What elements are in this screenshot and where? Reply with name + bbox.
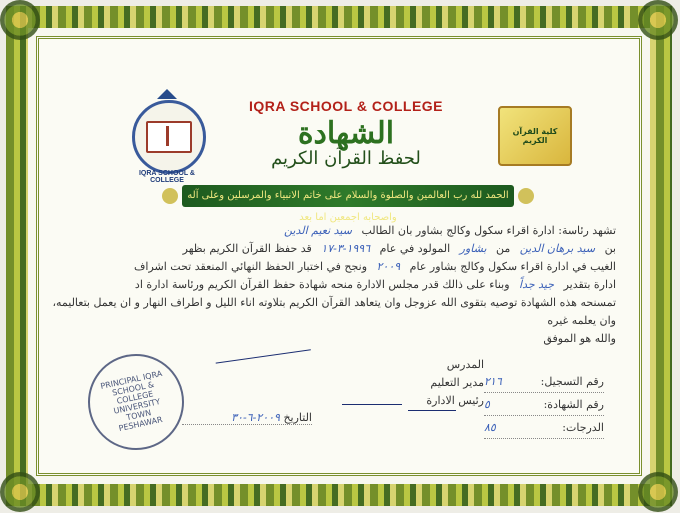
corner-ornament xyxy=(0,0,40,40)
corner-ornament xyxy=(638,472,678,512)
head-label: رئيس الادارة xyxy=(426,394,484,407)
body-text: ونجح في اختبار الحفظ النهائي المنعقد تحت اشراف xyxy=(133,260,368,273)
date-value: ٢٠٠٩-٦-٣٠ xyxy=(231,411,280,424)
body-text: تشهد رئاسة: ادارة اقراء سكول وكالج بشاور بان الطالب xyxy=(361,224,616,237)
body-line-5: تمسنحه هذه الشهادة توصيه بتقوى الله عزوجل وان يتعاهد القرآن الكريم بتلاوته اناء الليل و اطراف النهار و ان يعمل بتعاليمه، xyxy=(52,296,616,309)
date-field xyxy=(182,411,312,425)
school-name-en: IQRA SCHOOL & COLLEGE xyxy=(248,98,444,114)
stamp-text: PRINCIPAL IQRA SCHOOL & COLLEGE UNIVERSITY TOWN PESHAWAR xyxy=(99,369,164,434)
teacher-label: المدرس xyxy=(446,358,484,371)
field-value: ٨٥ xyxy=(484,421,496,434)
book-icon xyxy=(146,121,192,153)
body-text: بن xyxy=(604,242,616,255)
body-text: وبناء على ذالك قدر مجلس الادارة منحه شهادة حفظ القرآن الكريم ورئاسة ادارة اد xyxy=(134,278,510,291)
grade: جيد جداً xyxy=(519,278,555,291)
field-registration xyxy=(484,372,604,393)
body-text: المولود في عام xyxy=(379,242,451,255)
body-line-3 xyxy=(76,258,616,276)
body-line-4 xyxy=(76,276,616,294)
certificate xyxy=(6,6,672,506)
signature-teacher xyxy=(408,392,456,411)
body-text: من xyxy=(496,242,511,255)
corner-ornament xyxy=(638,0,678,40)
director-label: مدير التعليم xyxy=(430,376,484,389)
badge-text: كلية القرآن الكريم xyxy=(512,127,558,145)
certificate-title: الشهادة xyxy=(297,116,395,151)
father-name: سيد برهان الدين xyxy=(519,242,596,255)
certificate-fields xyxy=(484,372,604,441)
birth-place: بشاور xyxy=(459,242,487,255)
field-value: ٢١٦ xyxy=(484,375,502,388)
field-label: رقم الشهادة: xyxy=(543,398,604,411)
field-label: الدرجات: xyxy=(562,421,604,434)
body-text: قد حفظ القرآن الكريم بظهر xyxy=(182,242,312,255)
body-text: ادارة بتقدير xyxy=(563,278,616,291)
corner-ornament xyxy=(0,472,40,512)
birth-date: ١٩٩٦-٣-١٧ xyxy=(321,242,371,255)
body-line-7: والله هو الموفق xyxy=(543,332,616,345)
school-logo xyxy=(132,100,206,174)
field-certificate-number xyxy=(484,395,604,416)
body-line-6: وان يعلمه غيره xyxy=(547,314,616,327)
signature-director xyxy=(342,386,402,405)
certificate-body xyxy=(52,222,616,348)
logo-caption: IQRA SCHOOL & COLLEGE xyxy=(138,170,195,184)
field-degree xyxy=(484,418,604,439)
body-text: الغيب في ادارة اقراء سكول وكالج بشاور عام xyxy=(409,260,616,273)
quran-badge xyxy=(498,106,572,166)
cap-icon xyxy=(157,89,177,99)
banner: الحمد لله رب العالمين والصلوة والسلام على خاتم الانبياء والمرسلين وعلى آله واصحابه اجمعين اما بعد xyxy=(182,185,514,207)
body-line-2 xyxy=(76,240,616,258)
exam-year: ٢٠٠٩ xyxy=(376,260,401,273)
body-line-1 xyxy=(76,222,616,240)
certificate-subtitle: لحفظ القرآن الكريم xyxy=(271,148,421,169)
date-label: التاريخ xyxy=(283,411,312,424)
field-value: ٥ xyxy=(484,398,490,411)
field-label: رقم التسجيل: xyxy=(540,375,604,388)
student-name: سيد نعيم الدين xyxy=(284,224,352,237)
